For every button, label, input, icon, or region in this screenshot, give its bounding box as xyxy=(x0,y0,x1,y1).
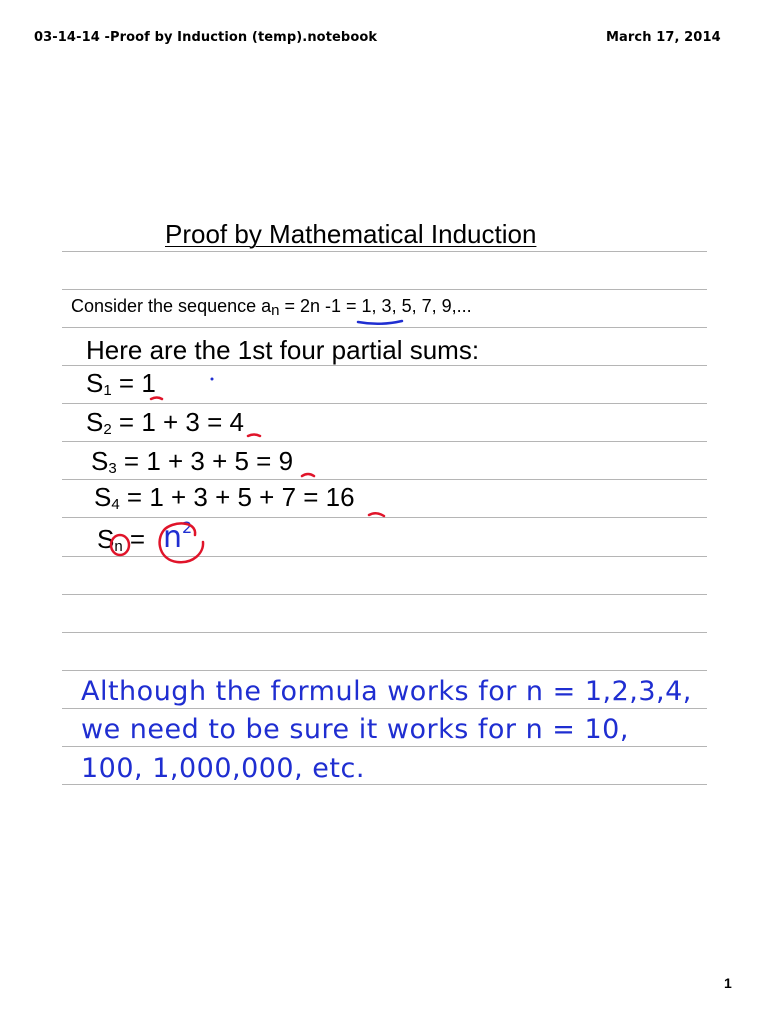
page-number: 1 xyxy=(724,975,732,991)
red-circle-mark xyxy=(111,535,129,555)
page-date: March 17, 2014 xyxy=(606,30,721,45)
handwritten-n-squared: n2 xyxy=(163,518,193,555)
partial-sum-1: $S_1 = 1$ xyxy=(86,368,156,399)
red-underline-mark xyxy=(369,513,384,516)
handwritten-note-line-3: 100, 1,000,000, etc. xyxy=(81,753,365,784)
partial-sums-heading: Here are the 1st four partial sums: xyxy=(86,335,480,365)
red-underline-mark xyxy=(248,435,260,437)
partial-sum-3: $S_3 = 1 + 3 + 5 = 9$ xyxy=(91,446,294,477)
blue-dot-mark xyxy=(211,378,214,381)
red-underline-mark xyxy=(302,474,314,476)
page-title: Proof by Mathematical Induction xyxy=(165,219,537,249)
partial-sum-4: $S_4 = 1 + 3 + 5 + 7 = 16$ xyxy=(94,482,355,513)
general-sum: $S_n$ = xyxy=(97,524,146,555)
notebook-title: 03-14-14 -Proof by Induction (temp).notebook xyxy=(34,30,378,45)
red-underline-mark xyxy=(151,398,162,400)
blue-underline-mark xyxy=(358,321,402,324)
sequence-definition: Consider the sequence $a_n = 2n$ -1 = 1, 3, 5, 7, 9,... xyxy=(71,296,472,319)
red-circle-mark xyxy=(160,523,203,562)
handwritten-note-line-2: we need to be sure it works for n = 10, xyxy=(81,714,629,745)
partial-sum-2: $S_2 = 1 + 3 = 4$ xyxy=(86,407,244,438)
handwritten-note-line-1: Although the formula works for n = 1,2,3,4, xyxy=(81,676,692,707)
